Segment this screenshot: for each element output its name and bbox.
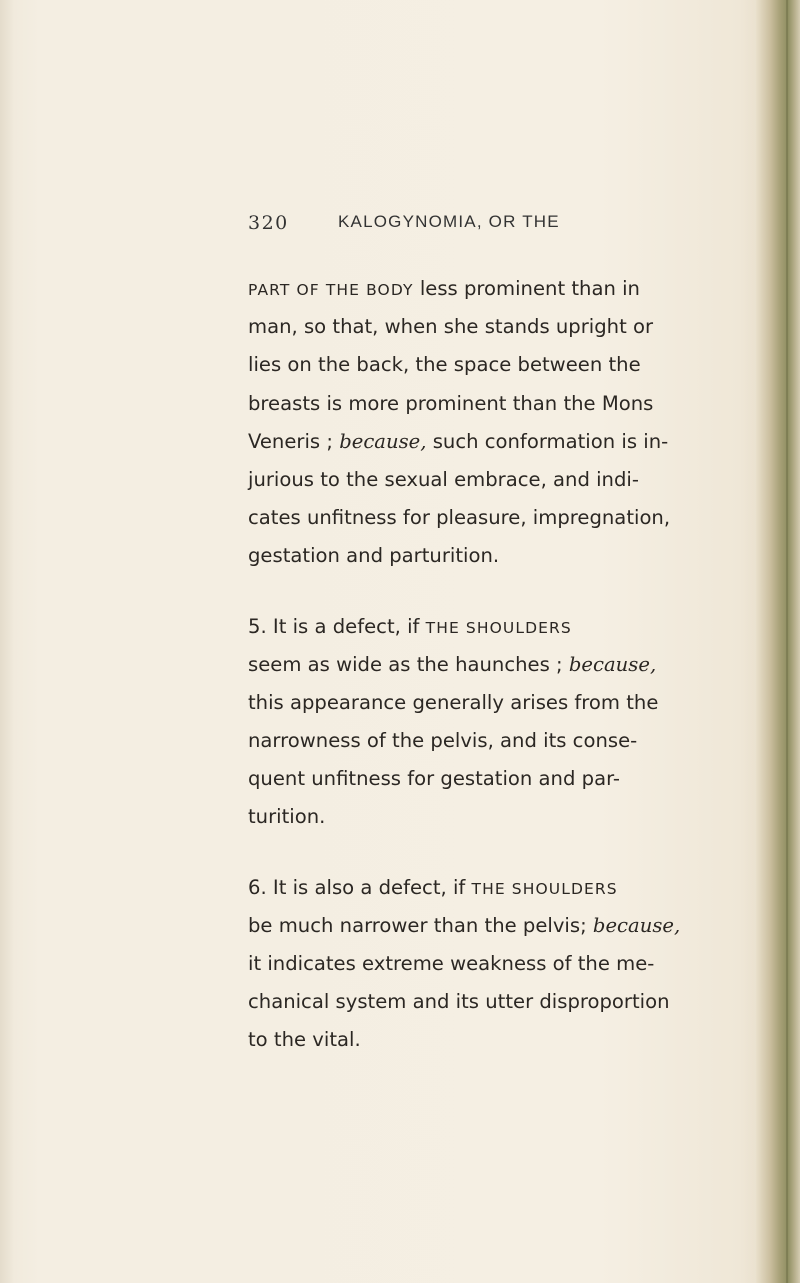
paragraph-gap [248,576,690,608]
text-line: to the vital. [248,1028,361,1052]
italic-because: because, [568,652,657,676]
page-number: 320 [248,212,289,234]
text-line: it indicates extreme weakness of the me- [248,952,655,975]
small-caps-phrase: PART OF THE BODY [248,281,414,299]
page-header [248,212,690,242]
text-line: 6. It is also a defect, if THE SHOULDERS [248,875,618,899]
text-line: turition. [248,805,326,829]
text-line: jurious to the sexual embrace, and indi- [248,467,639,491]
page-left-edge [0,0,14,1283]
text-line: Veneris ; because, such conformation is in- [248,429,669,453]
text-line: lies on the back, the space between the [248,353,641,377]
paragraph-gap [248,837,690,869]
text-line: be much narrower than the pelvis; because, [248,913,681,937]
text-line: narrowness of the pelvis, and its conse- [248,729,638,753]
text-line: gestation and parturition. [248,544,500,568]
italic-because: because, [592,913,681,937]
text-line: quent unfitness for gestation and par- [248,767,620,791]
page-body [248,270,690,1060]
text-line: PART OF THE BODY less prominent than in [248,277,640,300]
text-line: chanical system and its utter disproportion [248,990,670,1014]
text-line: 5. It is a defect, if THE SHOULDERS [248,614,572,638]
text-line: man, so that, when she stands upright or [248,315,654,339]
text-line: seem as wide as the haunches ; because, [248,652,657,676]
book-gutter [756,0,800,1283]
text-line: breasts is more prominent than the Mons [248,391,654,415]
small-caps-phrase: THE SHOULDERS [471,879,618,898]
text-line: this appearance generally arises from the [248,690,659,714]
italic-because: because, [339,429,427,453]
small-caps-phrase: THE SHOULDERS [425,618,572,637]
text-line: cates unfitness for pleasure, impregnation, [248,506,671,530]
gutter-fold-line [786,0,788,1283]
running-title: KALOGYNOMIA, OR THE [338,212,560,231]
